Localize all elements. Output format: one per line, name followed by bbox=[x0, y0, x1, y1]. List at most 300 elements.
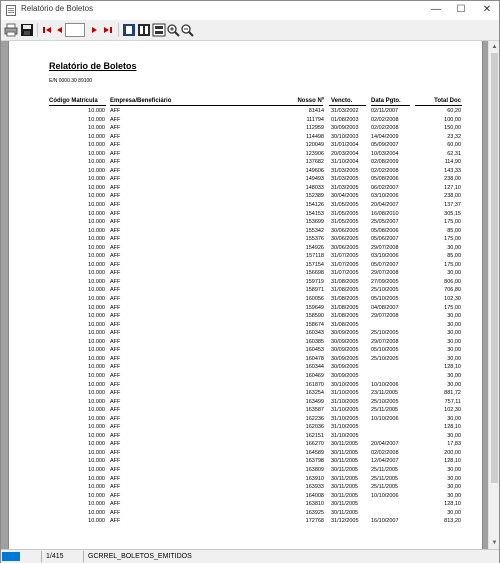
single-page-view-icon[interactable] bbox=[122, 23, 136, 37]
cell-codigo: 10.000 bbox=[88, 261, 105, 268]
cell-vencto: 30/09/2003 bbox=[331, 125, 359, 132]
cell-total-doc: 60,20 bbox=[447, 108, 461, 114]
scroll-down-icon[interactable]: ▼ bbox=[491, 540, 498, 546]
cell-nosso-numero: 156698 bbox=[305, 270, 324, 277]
cell-codigo: 10.000 bbox=[88, 108, 105, 114]
cell-empresa: AFF bbox=[110, 518, 121, 525]
cell-codigo: 10.000 bbox=[88, 398, 105, 405]
cell-data-pgto: 27/09/2005 bbox=[371, 278, 399, 285]
cell-vencto: 30/04/2005 bbox=[331, 193, 359, 200]
cell-data-pgto: 03/10/2006 bbox=[371, 253, 399, 260]
multi-page-view-icon[interactable] bbox=[137, 23, 151, 37]
cell-empresa: AFF bbox=[110, 210, 121, 217]
header-total-doc: Total Doc bbox=[434, 98, 461, 104]
cell-total-doc: 30,00 bbox=[447, 338, 461, 345]
cell-total-doc: 137,37 bbox=[444, 202, 461, 209]
cell-total-doc: 150,00 bbox=[444, 125, 461, 132]
cell-codigo: 10.000 bbox=[88, 441, 105, 448]
cell-data-pgto: 10/03/2004 bbox=[371, 150, 399, 157]
cell-codigo: 10.000 bbox=[88, 518, 105, 525]
cell-vencto: 31/03/2005 bbox=[331, 184, 359, 191]
table-row bbox=[9, 150, 483, 159]
table-row bbox=[9, 509, 483, 518]
cell-codigo: 10.000 bbox=[88, 338, 105, 345]
cell-nosso-numero: 163798 bbox=[305, 458, 324, 465]
cell-codigo: 10.000 bbox=[88, 321, 105, 328]
table-row bbox=[9, 107, 483, 116]
cell-vencto: 31/12/2005 bbox=[331, 518, 359, 525]
cell-empresa: AFF bbox=[110, 501, 121, 508]
cell-data-pgto: 02/08/2009 bbox=[371, 159, 399, 166]
cell-nosso-numero: 112959 bbox=[306, 125, 324, 132]
table-row bbox=[9, 492, 483, 501]
cell-empresa: AFF bbox=[110, 398, 121, 405]
table-row bbox=[9, 158, 483, 167]
table-row bbox=[9, 398, 483, 407]
last-page-icon[interactable] bbox=[101, 23, 115, 37]
vertical-scrollbar[interactable] bbox=[488, 41, 499, 549]
cell-codigo: 10.000 bbox=[88, 484, 105, 491]
cell-empresa: AFF bbox=[110, 466, 121, 473]
cell-empresa: AFF bbox=[110, 287, 121, 294]
cell-empresa: AFF bbox=[110, 193, 121, 200]
cell-codigo: 10.000 bbox=[88, 501, 105, 508]
cell-total-doc: 813,20 bbox=[444, 518, 461, 525]
page-width-icon[interactable] bbox=[152, 23, 166, 37]
close-button[interactable]: ✕ bbox=[482, 4, 492, 15]
cell-data-pgto: 05/08/2006 bbox=[371, 227, 399, 234]
cell-vencto: 30/09/2005 bbox=[331, 330, 359, 337]
cell-total-doc: 706,80 bbox=[444, 287, 461, 294]
cell-total-doc: 143,33 bbox=[444, 167, 461, 174]
cell-vencto: 30/11/2005 bbox=[331, 441, 359, 448]
cell-nosso-numero: 160453 bbox=[305, 347, 324, 354]
cell-codigo: 10.000 bbox=[88, 449, 105, 456]
cell-nosso-numero: 160056 bbox=[305, 296, 324, 303]
cell-vencto: 30/10/2003 bbox=[331, 133, 359, 140]
cell-total-doc: 175,00 bbox=[444, 219, 461, 226]
cell-total-doc: 175,00 bbox=[444, 304, 461, 311]
cell-data-pgto: 02/02/2008 bbox=[371, 167, 399, 174]
next-page-icon[interactable] bbox=[87, 23, 101, 37]
zoom-in-icon[interactable] bbox=[166, 23, 180, 37]
header-underline bbox=[49, 105, 106, 106]
cell-empresa: AFF bbox=[110, 261, 121, 268]
cell-codigo: 10.000 bbox=[88, 492, 105, 499]
cell-codigo: 10.000 bbox=[88, 125, 105, 132]
cell-empresa: AFF bbox=[110, 253, 121, 260]
cell-nosso-numero: 149493 bbox=[305, 176, 324, 183]
cell-empresa: AFF bbox=[110, 330, 121, 337]
cell-codigo: 10.000 bbox=[88, 133, 105, 140]
cell-vencto: 31/10/2005 bbox=[331, 415, 359, 422]
cell-empresa: AFF bbox=[110, 244, 121, 251]
table-row bbox=[9, 286, 483, 295]
table-row bbox=[9, 244, 483, 253]
cell-empresa: AFF bbox=[110, 202, 121, 209]
table-row bbox=[9, 423, 483, 432]
header-codigo-matricula: Código Matrícula bbox=[49, 98, 98, 104]
cell-total-doc: 30,00 bbox=[447, 484, 461, 491]
cell-data-pgto: 12/04/2007 bbox=[371, 458, 399, 465]
cell-total-doc: 200,00 bbox=[444, 449, 461, 456]
report-title: Relatório de Boletos bbox=[49, 61, 137, 71]
table-row bbox=[9, 415, 483, 424]
cell-vencto: 30/06/2005 bbox=[331, 244, 359, 251]
cell-total-doc: 30,00 bbox=[447, 466, 461, 473]
cell-empresa: AFF bbox=[110, 167, 121, 174]
cell-data-pgto: 03/10/2006 bbox=[371, 193, 399, 200]
cell-empresa: AFF bbox=[110, 236, 121, 243]
cell-empresa: AFF bbox=[110, 321, 121, 328]
cell-nosso-numero: 148033 bbox=[305, 184, 324, 191]
cell-codigo: 10.000 bbox=[88, 304, 105, 311]
cell-nosso-numero: 162236 bbox=[305, 415, 324, 422]
cell-empresa: AFF bbox=[110, 270, 121, 277]
table-row bbox=[9, 175, 483, 184]
cell-empresa: AFF bbox=[110, 390, 121, 397]
cell-vencto: 30/09/2005 bbox=[331, 338, 359, 345]
cell-data-pgto: 29/07/2008 bbox=[371, 270, 399, 277]
cell-empresa: AFF bbox=[110, 176, 121, 183]
table-row bbox=[9, 457, 483, 466]
cell-total-doc: 30,00 bbox=[447, 355, 461, 362]
cell-codigo: 10.000 bbox=[88, 475, 105, 482]
cell-nosso-numero: 155342 bbox=[305, 227, 324, 234]
cell-vencto: 20/03/2004 bbox=[331, 150, 359, 157]
cell-total-doc: 127,10 bbox=[444, 184, 461, 191]
cell-vencto: 31/10/2005 bbox=[331, 390, 359, 397]
header-underline bbox=[371, 105, 410, 106]
cell-total-doc: 30,00 bbox=[447, 475, 461, 482]
cell-nosso-numero: 172768 bbox=[305, 518, 324, 525]
cell-total-doc: 238,00 bbox=[444, 176, 461, 183]
cell-empresa: AFF bbox=[110, 347, 121, 354]
cell-vencto: 31/08/2005 bbox=[331, 296, 359, 303]
table-row bbox=[9, 355, 483, 364]
table-row bbox=[9, 184, 483, 193]
cell-vencto: 31/10/2005 bbox=[331, 424, 359, 431]
table-row bbox=[9, 466, 483, 475]
cell-empresa: AFF bbox=[110, 509, 121, 516]
table-row bbox=[9, 449, 483, 458]
cell-codigo: 10.000 bbox=[88, 372, 105, 379]
table-row bbox=[9, 269, 483, 278]
cell-data-pgto: 10/10/2006 bbox=[371, 381, 399, 388]
cell-nosso-numero: 81414 bbox=[308, 108, 324, 114]
cell-total-doc: 85,00 bbox=[447, 253, 461, 260]
cell-empresa: AFF bbox=[110, 355, 121, 362]
cell-vencto: 31/07/2005 bbox=[331, 253, 359, 260]
cell-nosso-numero: 137682 bbox=[305, 159, 324, 166]
cell-vencto: 31/10/2005 bbox=[331, 407, 359, 414]
report-name: GCRREL_BOLETOS_EMITIDOS bbox=[83, 551, 263, 562]
cell-codigo: 10.000 bbox=[88, 227, 105, 234]
cell-data-pgto: 05/08/2006 bbox=[371, 176, 399, 183]
cell-codigo: 10.000 bbox=[88, 509, 105, 516]
cell-codigo: 10.000 bbox=[88, 287, 105, 294]
cell-empresa: AFF bbox=[110, 441, 121, 448]
cell-empresa: AFF bbox=[110, 381, 121, 388]
cell-empresa: AFF bbox=[110, 424, 121, 431]
cell-data-pgto: 14/04/2009 bbox=[371, 133, 399, 140]
cell-nosso-numero: 162036 bbox=[305, 424, 324, 431]
cell-vencto: 30/11/2005 bbox=[331, 501, 359, 508]
cell-total-doc: 30,00 bbox=[447, 330, 461, 337]
cell-codigo: 10.000 bbox=[88, 176, 105, 183]
cell-nosso-numero: 158971 bbox=[305, 287, 324, 294]
cell-data-pgto: 29/07/2008 bbox=[371, 338, 399, 345]
table-row bbox=[9, 210, 483, 219]
cell-nosso-numero: 157154 bbox=[305, 261, 324, 268]
toolbar bbox=[1, 20, 499, 41]
table-row bbox=[9, 116, 483, 125]
cell-empresa: AFF bbox=[110, 484, 121, 491]
cell-total-doc: 30,00 bbox=[447, 321, 461, 328]
cell-total-doc: 17,83 bbox=[447, 441, 461, 448]
table-row bbox=[9, 201, 483, 210]
cell-nosso-numero: 152389 bbox=[305, 193, 324, 200]
cell-total-doc: 114,90 bbox=[444, 159, 461, 166]
cell-nosso-numero: 159649 bbox=[305, 304, 324, 311]
cell-data-pgto: 25/11/2005 bbox=[371, 484, 399, 491]
table-row bbox=[9, 372, 483, 381]
cell-empresa: AFF bbox=[110, 133, 121, 140]
cell-nosso-numero: 163810 bbox=[305, 501, 324, 508]
cell-data-pgto: 20/04/2007 bbox=[371, 202, 399, 209]
maximize-button[interactable]: ☐ bbox=[456, 4, 466, 15]
table-row bbox=[9, 363, 483, 372]
cell-empresa: AFF bbox=[110, 364, 121, 371]
cell-nosso-numero: 163933 bbox=[305, 484, 324, 491]
first-page-icon[interactable] bbox=[40, 23, 54, 37]
table-row bbox=[9, 304, 483, 313]
cell-vencto: 31/10/2005 bbox=[331, 432, 359, 439]
cell-total-doc: 30,00 bbox=[447, 415, 461, 422]
cell-vencto: 31/05/2005 bbox=[331, 219, 359, 226]
report-page bbox=[8, 41, 483, 549]
cell-codigo: 10.000 bbox=[88, 253, 105, 260]
cell-codigo: 10.000 bbox=[88, 150, 105, 157]
cell-codigo: 10.000 bbox=[88, 184, 105, 191]
cell-vencto: 31/03/2002 bbox=[331, 108, 359, 114]
cell-total-doc: 30,00 bbox=[447, 347, 461, 354]
table-row bbox=[9, 432, 483, 441]
header-nosso-numero: Nosso Nº bbox=[297, 98, 324, 104]
cell-codigo: 10.000 bbox=[88, 355, 105, 362]
cell-nosso-numero: 157118 bbox=[306, 253, 324, 260]
cell-vencto: 31/05/2005 bbox=[331, 202, 359, 209]
cell-nosso-numero: 154153 bbox=[305, 210, 324, 217]
cell-codigo: 10.000 bbox=[88, 193, 105, 200]
cell-codigo: 10.000 bbox=[88, 210, 105, 217]
table-row bbox=[9, 133, 483, 142]
cell-empresa: AFF bbox=[110, 313, 121, 320]
cell-total-doc: 23,32 bbox=[447, 133, 461, 140]
cell-total-doc: 30,00 bbox=[447, 372, 461, 379]
minimize-button[interactable]: — bbox=[431, 4, 441, 15]
cell-total-doc: 128,10 bbox=[444, 501, 461, 508]
cell-codigo: 10.000 bbox=[88, 381, 105, 388]
header-vencto: Vencto. bbox=[331, 98, 353, 104]
table-row bbox=[9, 475, 483, 484]
table-row bbox=[9, 227, 483, 236]
table-row bbox=[9, 278, 483, 287]
cell-empresa: AFF bbox=[110, 492, 121, 499]
toolbar-separator bbox=[118, 23, 119, 37]
cell-nosso-numero: 160385 bbox=[305, 338, 324, 345]
cell-nosso-numero: 163925 bbox=[305, 509, 324, 516]
cell-nosso-numero: 163587 bbox=[305, 407, 324, 414]
cell-nosso-numero: 160344 bbox=[305, 364, 324, 371]
cell-data-pgto: 25/11/2005 bbox=[371, 475, 399, 482]
cell-vencto: 31/08/2005 bbox=[331, 287, 359, 294]
cell-data-pgto: 05/09/2007 bbox=[371, 142, 399, 149]
cell-codigo: 10.000 bbox=[88, 244, 105, 251]
header-empresa: Empresa/Beneficiário bbox=[110, 98, 172, 104]
cell-empresa: AFF bbox=[110, 125, 121, 132]
cell-total-doc: 175,00 bbox=[444, 236, 461, 243]
table-row bbox=[9, 338, 483, 347]
cell-empresa: AFF bbox=[110, 338, 121, 345]
cell-codigo: 10.000 bbox=[88, 330, 105, 337]
cell-data-pgto: 02/02/2008 bbox=[371, 449, 399, 456]
cell-codigo: 10.000 bbox=[88, 424, 105, 431]
table-row bbox=[9, 235, 483, 244]
printer-icon[interactable] bbox=[4, 23, 18, 37]
cell-vencto: 31/08/2005 bbox=[331, 278, 359, 285]
page-count: 1/415 bbox=[41, 551, 81, 562]
page-number-input[interactable] bbox=[65, 23, 85, 37]
table-row bbox=[9, 381, 483, 390]
cell-data-pgto: 10/10/2006 bbox=[371, 492, 399, 499]
app-icon bbox=[6, 5, 16, 16]
table-row bbox=[9, 483, 483, 492]
title-bar bbox=[1, 1, 499, 20]
cell-nosso-numero: 160343 bbox=[305, 330, 324, 337]
cell-nosso-numero: 160478 bbox=[305, 355, 324, 362]
cell-codigo: 10.000 bbox=[88, 236, 105, 243]
cell-vencto: 31/08/2005 bbox=[331, 304, 359, 311]
cell-vencto: 31/08/2005 bbox=[331, 313, 359, 320]
cell-nosso-numero: 163254 bbox=[305, 390, 324, 397]
cell-codigo: 10.000 bbox=[88, 278, 105, 285]
cell-nosso-numero: 153699 bbox=[305, 219, 324, 226]
cell-data-pgto: 04/08/2007 bbox=[371, 304, 399, 311]
cell-total-doc: 238,00 bbox=[444, 193, 461, 200]
cell-data-pgto: 16/08/2010 bbox=[371, 210, 399, 217]
cell-data-pgto: 25/10/2005 bbox=[371, 355, 399, 362]
cell-vencto: 31/03/2005 bbox=[331, 176, 359, 183]
cell-data-pgto: 05/06/2007 bbox=[371, 236, 399, 243]
cell-data-pgto: 25/11/2005 bbox=[371, 407, 399, 414]
cell-total-doc: 30,00 bbox=[447, 509, 461, 516]
cell-codigo: 10.000 bbox=[88, 313, 105, 320]
table-row bbox=[9, 167, 483, 176]
toolbar-separator bbox=[37, 23, 38, 37]
cell-vencto: 30/10/2005 bbox=[331, 381, 359, 388]
cell-data-pgto: 20/04/2007 bbox=[371, 441, 399, 448]
cell-vencto: 31/03/2005 bbox=[331, 167, 359, 174]
cell-empresa: AFF bbox=[110, 278, 121, 285]
table-row bbox=[9, 389, 483, 398]
table-row bbox=[9, 517, 483, 526]
cell-total-doc: 128,10 bbox=[444, 458, 461, 465]
table-row bbox=[9, 192, 483, 201]
scrollbar-thumb[interactable] bbox=[491, 53, 498, 483]
cell-total-doc: 305,15 bbox=[444, 210, 461, 217]
cell-total-doc: 102,30 bbox=[444, 407, 461, 414]
report-viewport[interactable] bbox=[1, 41, 488, 549]
scroll-up-icon[interactable]: ▲ bbox=[491, 44, 498, 50]
cell-nosso-numero: 158674 bbox=[305, 321, 324, 328]
cell-total-doc: 30,00 bbox=[447, 381, 461, 388]
zoom-out-icon[interactable] bbox=[180, 23, 194, 37]
cell-data-pgto: 02/02/2008 bbox=[371, 116, 399, 123]
cell-codigo: 10.000 bbox=[88, 347, 105, 354]
status-bar bbox=[1, 549, 499, 563]
cell-nosso-numero: 114498 bbox=[306, 133, 324, 140]
cell-nosso-numero: 120049 bbox=[305, 142, 324, 149]
cell-total-doc: 30,00 bbox=[447, 492, 461, 499]
cell-total-doc: 757,11 bbox=[444, 398, 461, 405]
table-row bbox=[9, 261, 483, 270]
cell-empresa: AFF bbox=[110, 475, 121, 482]
cell-total-doc: 30,00 bbox=[447, 244, 461, 251]
cell-nosso-numero: 123906 bbox=[305, 150, 324, 157]
cell-vencto: 30/11/2005 bbox=[331, 492, 359, 499]
cell-vencto: 31/10/2005 bbox=[331, 398, 359, 405]
cell-codigo: 10.000 bbox=[88, 296, 105, 303]
cell-codigo: 10.000 bbox=[88, 159, 105, 166]
cell-vencto: 31/08/2005 bbox=[331, 321, 359, 328]
cell-empresa: AFF bbox=[110, 142, 121, 149]
cell-data-pgto: 06/02/2007 bbox=[371, 184, 399, 191]
cell-vencto: 30/09/2005 bbox=[331, 364, 359, 371]
cell-empresa: AFF bbox=[110, 219, 121, 226]
cell-empresa: AFF bbox=[110, 458, 121, 465]
table-row bbox=[9, 321, 483, 330]
cell-vencto: 01/08/2003 bbox=[331, 116, 359, 123]
cell-codigo: 10.000 bbox=[88, 407, 105, 414]
cell-codigo: 10.000 bbox=[88, 390, 105, 397]
cell-total-doc: 60,00 bbox=[447, 142, 461, 149]
cell-empresa: AFF bbox=[110, 304, 121, 311]
cell-total-doc: 175,00 bbox=[444, 261, 461, 268]
cell-total-doc: 30,00 bbox=[447, 270, 461, 277]
cell-nosso-numero: 161870 bbox=[305, 381, 324, 388]
cell-vencto: 31/05/2005 bbox=[331, 210, 359, 217]
cell-empresa: AFF bbox=[110, 150, 121, 157]
header-data-pgto: Data Pgto. bbox=[371, 98, 401, 104]
save-icon[interactable] bbox=[20, 23, 34, 37]
table-row bbox=[9, 440, 483, 449]
header-underline bbox=[415, 105, 462, 106]
cell-nosso-numero: 160469 bbox=[305, 372, 324, 379]
table-row bbox=[9, 252, 483, 261]
cell-nosso-numero: 164589 bbox=[305, 449, 324, 456]
cell-data-pgto: 29/07/2008 bbox=[371, 313, 399, 320]
cell-codigo: 10.000 bbox=[88, 466, 105, 473]
cell-data-pgto: 02/11/2007 bbox=[371, 108, 399, 114]
cell-data-pgto: 05/10/2005 bbox=[371, 296, 399, 303]
table-row bbox=[9, 141, 483, 150]
cell-vencto: 31/07/2005 bbox=[331, 261, 359, 268]
cell-nosso-numero: 163910 bbox=[305, 475, 324, 482]
header-underline bbox=[110, 105, 323, 106]
cell-data-pgto: 16/10/2007 bbox=[371, 518, 399, 525]
cell-codigo: 10.000 bbox=[88, 202, 105, 209]
